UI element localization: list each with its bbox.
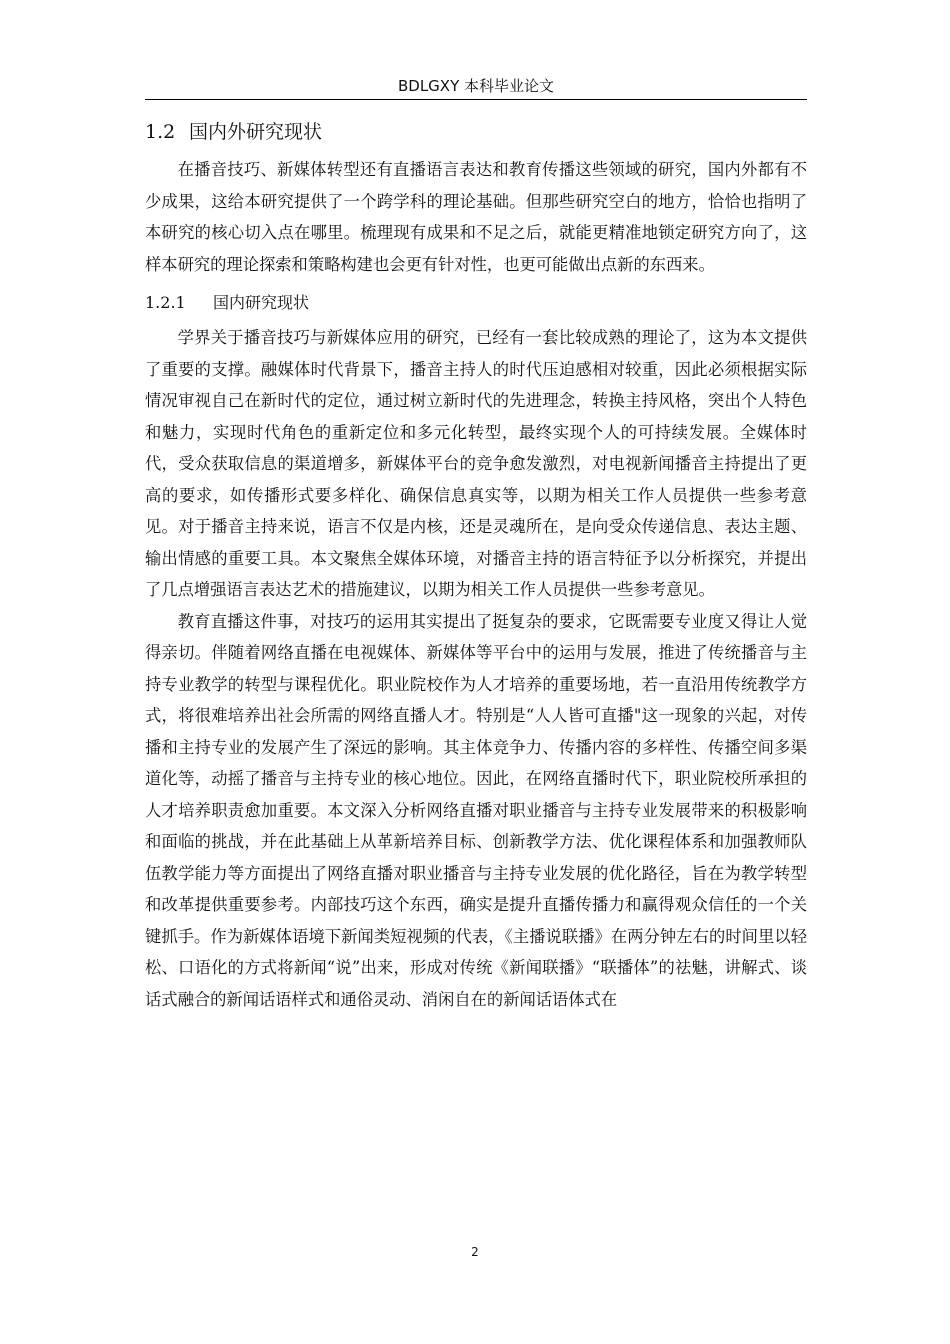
header-rule xyxy=(145,99,807,100)
section-heading xyxy=(145,116,807,148)
section-title: 国内外研究现状 xyxy=(189,121,323,143)
section-number: 1.2 xyxy=(145,121,176,143)
section-intro-paragraph: 在播音技巧、新媒体转型还有直播语言表达和教育传播这些领域的研究，国内外都有不少成果，这给本研究提供了一个跨学科的理论基础。但那些研究空白的地方，恰恰也指明了本研究的核心切入点在哪里。梳理现有成果和不足之后，就能更精准地锁定研究方向了，这样本研究的理论探索和策略构建也会更有针对性，也更可能做出点新的东西来。 xyxy=(145,160,807,274)
page-body xyxy=(145,116,807,1015)
body-paragraph-2: 教育直播这件事，对技巧的运用其实提出了挺复杂的要求，它既需要专业度又得让人觉得亲切。伴随着网络直播在电视媒体、新媒体等平台中的运用与发展，推进了传统播音与主持专业教学的转型与课程优化。职业院校作为人才培养的重要场地，若一直沿用传统教学方式，将很难培养出社会所需的网络直播人才。特别是“人人皆可直播"这一现象的兴起，对传播和主持专业的发展产生了深远的影响。其主体竞争力、传播内容的多样性、传播空间多渠道化等，动摇了播音与主持专业的核心地位。因此，在网络直播时代下，职业院校所承担的人才培养职责愈加重要。本文深入分析网络直播对职业播音与主持专业发展带来的积极影响和面临的挑战，并在此基础上从革新培养目标、创新教学方法、优化课程体系和加强教师队伍教学能力等方面提出了网络直播对职业播音与主持专业发展的优化路径，旨在为教学转型和改革提供重要参考。内部技巧这个东西，确实是提升直播传播力和赢得观众信任的一个关键抓手。作为新媒体语境下新闻类短视频的代表，《主播说联播》在两分钟左右的时间里以轻松、口语化的方式将新闻“说”出来，形成对传统《新闻联播》“联播体”的祛魅，讲解式、谈话式融合的新闻话语样式和通俗灵动、消闲自在的新闻话语体式在 xyxy=(145,611,807,1009)
page-number: 2 xyxy=(471,1245,479,1259)
subsection-heading xyxy=(145,288,807,318)
subsection-title: 国内研究现状 xyxy=(213,293,310,312)
body-paragraph-1: 学界关于播音技巧与新媒体应用的研究，已经有一套比较成熟的理论了，这为本文提供了重要的支撑。融媒体时代背景下，播音主持人的时代压迫感相对较重，因此必须根据实际情况审视自己在新时代的定位，通过树立新时代的先进理念，转换主持风格，突出个人特色和魅力，实现时代角色的重新定位和多元化转型，最终实现个人的可持续发展。全媒体时代，受众获取信息的渠道增多，新媒体平台的竞争愈发激烈，对电视新闻播音主持提出了更高的要求，如传播形式要多样化、确保信息真实等，以期为相关工作人员提供一些参考意见。对于播音主持来说，语言不仅是内核，还是灵魂所在，是向受众传递信息、表达主题、输出情感的重要工具。本文聚焦全媒体环境，对播音主持的语言特征予以分析探究，并提出了几点增强语言表达艺术的措施建议，以期为相关工作人员提供一些参考意见。 xyxy=(145,328,807,599)
running-header: BDLGXY 本科毕业论文 xyxy=(397,77,555,95)
subsection-number: 1.2.1 xyxy=(145,293,186,312)
